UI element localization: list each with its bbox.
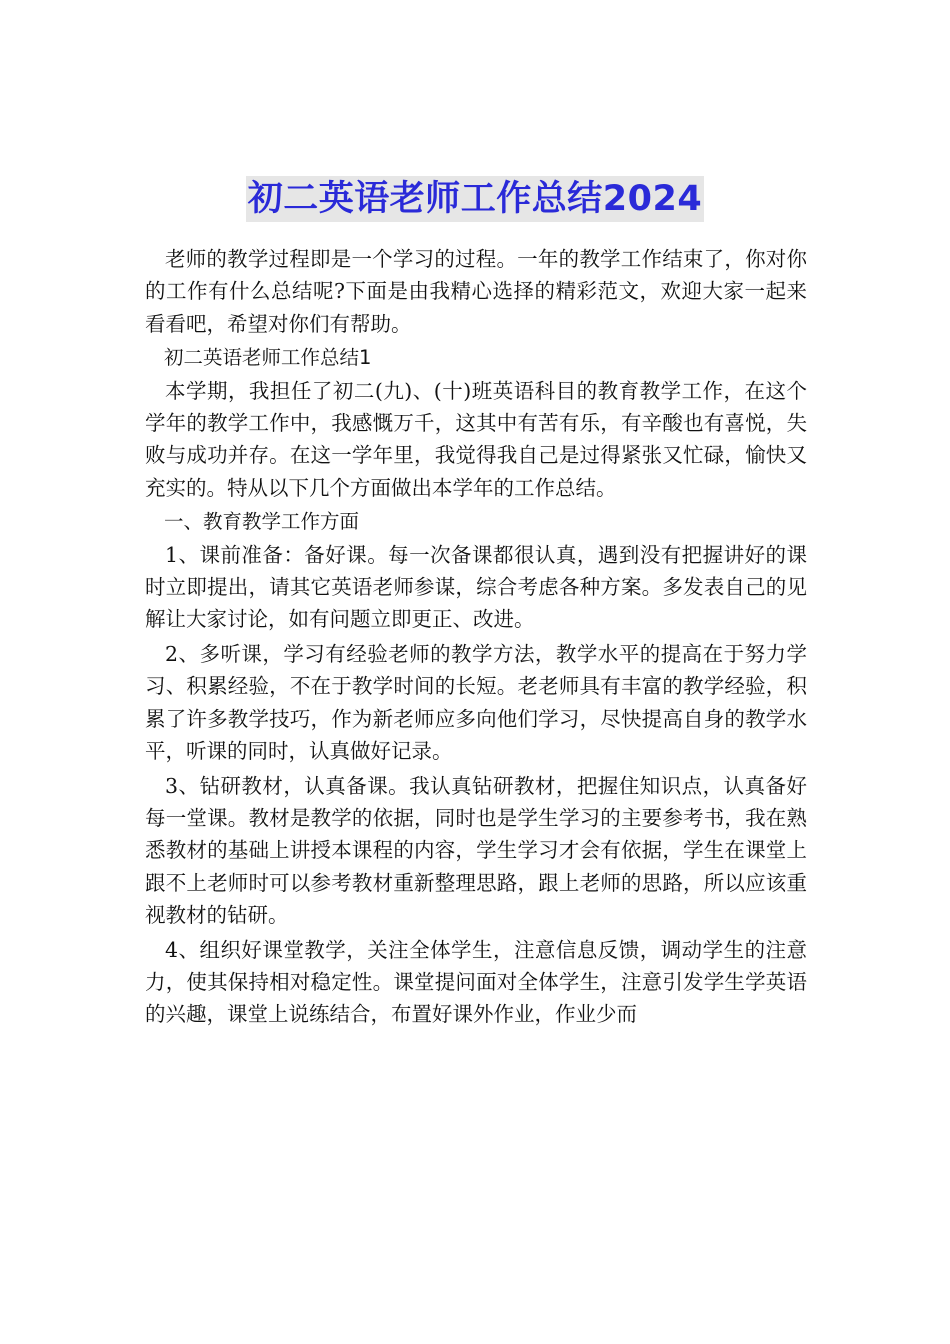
list-item-paragraph: 4、组织好课堂教学，关注全体学生，注意信息反馈，调动学生的注意力，使其保持相对稳定性。课堂提问面对全体学生，注意引发学生学英语的兴趣，课堂上说练结合，布置好课外作业，作业少而 [145,937,807,1027]
document-title: 初二英语老师工作总结2024 [246,176,704,222]
document-body [145,243,807,1031]
section-title: 初二英语老师工作总结1 [164,346,372,370]
section-heading: 一、教育教学工作方面 [164,510,360,534]
body-paragraph: 本学期，我担任了初二(九)、(十)班英语科目的教育教学工作，在这个学年的教学工作中，我感慨万千，这其中有苦有乐，有辛酸也有喜悦，失败与成功并存。在这一学年里，我觉得我自己是过得紧张又忙碌，愉快又充实的。特从以下几个方面做出本学年的工作总结。 [145,378,807,500]
list-item-paragraph: 1、课前准备：备好课。每一次备课都很认真，遇到没有把握讲好的课时立即提出，请其它英语老师参谋，综合考虑各种方案。多发表自己的见解让大家讨论，如有问题立即更正、改进。 [145,542,807,632]
title-container [0,176,950,222]
list-item-paragraph: 3、钻研教材，认真备课。我认真钻研教材，把握住知识点，认真备好每一堂课。教材是教学的依据，同时也是学生学习的主要参考书，我在熟悉教材的基础上讲授本课程的内容，学生学习才会有依据，学生在课堂上跟不上老师时可以参考教材重新整理思路，跟上老师的思路，所以应该重视教材的钻研。 [145,773,807,928]
list-item-paragraph: 2、多听课，学习有经验老师的教学方法，教学水平的提高在于努力学习、积累经验，不在于教学时间的长短。老老师具有丰富的教学经验，积累了许多教学技巧，作为新老师应多向他们学习，尽快提高自身的教学水平，听课的同时，认真做好记录。 [145,641,807,764]
intro-paragraph: 老师的教学过程即是一个学习的过程。一年的教学工作结束了，你对你的工作有什么总结呢?下面是由我精心选择的精彩范文，欢迎大家一起来看看吧，希望对你们有帮助。 [145,247,807,336]
